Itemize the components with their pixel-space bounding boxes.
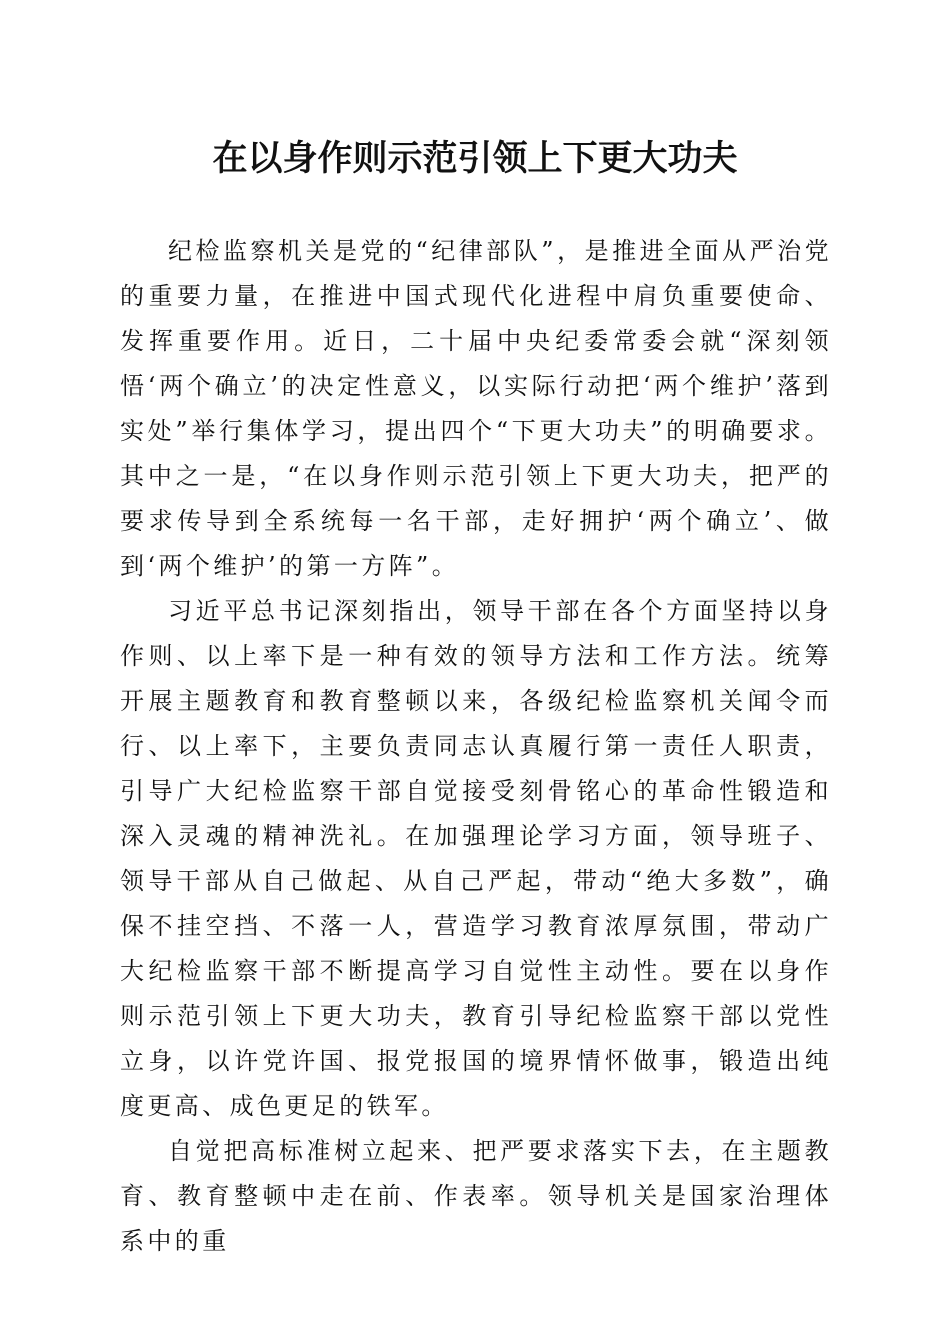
paragraph: 自觉把高标准树立起来、把严要求落实下去，在主题教育、教育整顿中走在前、作表率。领导机关是国家治理体系中的重 (120, 1137, 832, 1255)
paragraph: 纪检监察机关是党的“纪律部队”，是推进全面从严治党的重要力量，在推进中国式现代化进程中肩负重要使命、发挥重要作用。近日，二十届中央纪委常委会就“深刻领悟‘两个确立’的决定性意义，以实际行动把‘两个维护’落到实处”举行集体学习，提出四个“下更大功夫”的明确要求。其中之一是，“在以身作则示范引领上下更大功夫，把严的要求传导到全系统每一名干部，走好拥护‘两个确立’、做到‘两个维护’的第一方阵”。 (120, 237, 832, 580)
document-body (120, 229, 832, 1264)
paragraph: 习近平总书记深刻指出，领导干部在各个方面坚持以身作则、以上率下是一种有效的领导方法和工作方法。统筹开展主题教育和教育整顿以来，各级纪检监察机关闻令而行、以上率下，主要负责同志认真履行第一责任人职责，引导广大纪检监察干部自觉接受刻骨铭心的革命性锻造和深入灵魂的精神洗礼。在加强理论学习方面，领导班子、领导干部从自己做起、从自己严起，带动“绝大多数”，确保不挂空挡、不落一人，营造学习教育浓厚氛围，带动广大纪检监察干部不断提高学习自觉性主动性。要在以身作则示范引领上下更大功夫，教育引导纪检监察干部以党性立身，以许党许国、报党报国的境界情怀做事，锻造出纯度更高、成色更足的铁军。 (120, 597, 832, 1120)
document-title: 在以身作则示范引领上下更大功夫 (212, 138, 738, 179)
